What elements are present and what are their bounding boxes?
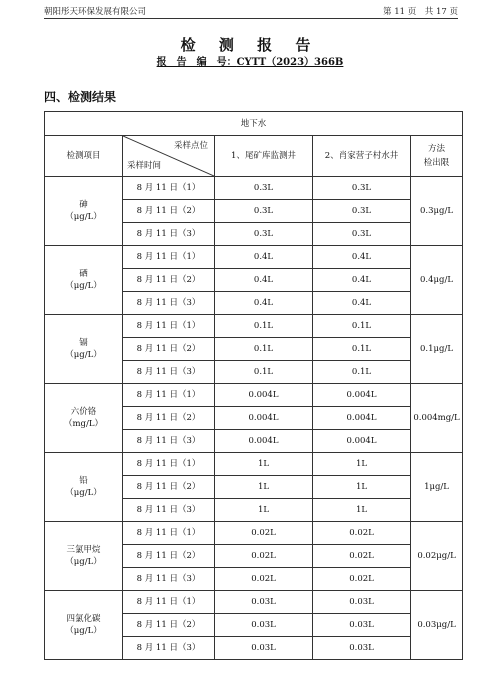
item-unit: （μg/L） — [65, 488, 102, 498]
value-site1: 0.03L — [215, 637, 313, 660]
value-site1: 0.1L — [215, 338, 313, 361]
item-name: 硒 — [79, 269, 88, 279]
sample-time: 8 月 11 日（2） — [123, 338, 215, 361]
sample-time: 8 月 11 日（2） — [123, 476, 215, 499]
page-number: 第 11 页 共 17 页 — [383, 7, 458, 17]
col-header-site1: 1、尾矿库监测井 — [215, 136, 313, 177]
item-name: 三氯甲烷 — [66, 545, 101, 555]
value-site1: 0.1L — [215, 315, 313, 338]
value-site1: 0.4L — [215, 292, 313, 315]
item-unit: （mg/L） — [63, 419, 103, 429]
item-unit: （μg/L） — [65, 557, 102, 567]
value-site1: 0.4L — [215, 246, 313, 269]
company-name: 朝阳彤天环保发展有限公司 — [44, 7, 147, 17]
table-row — [45, 315, 463, 338]
sample-time: 8 月 11 日（2） — [123, 545, 215, 568]
results-table — [44, 111, 463, 660]
table-row — [45, 246, 463, 269]
item-cell — [45, 453, 123, 522]
value-site2: 0.3L — [313, 223, 411, 246]
col-header-site2: 2、肖家营子村水井 — [313, 136, 411, 177]
value-site1: 0.03L — [215, 591, 313, 614]
value-site2: 0.4L — [313, 292, 411, 315]
value-site2: 0.4L — [313, 269, 411, 292]
sample-time: 8 月 11 日（1） — [123, 453, 215, 476]
table-row — [45, 591, 463, 614]
sample-time: 8 月 11 日（1） — [123, 246, 215, 269]
value-site1: 0.1L — [215, 361, 313, 384]
sample-time: 8 月 11 日（2） — [123, 614, 215, 637]
detection-limit: 0.03μg/L — [411, 591, 463, 660]
item-cell — [45, 177, 123, 246]
value-site2: 0.004L — [313, 407, 411, 430]
sample-time: 8 月 11 日（1） — [123, 177, 215, 200]
sample-time: 8 月 11 日（1） — [123, 315, 215, 338]
item-unit: （μg/L） — [65, 350, 102, 360]
report-number — [0, 53, 500, 68]
item-name: 铅 — [79, 476, 88, 486]
col-header-method — [411, 136, 463, 177]
value-site2: 0.1L — [313, 338, 411, 361]
item-name: 砷 — [79, 200, 88, 210]
value-site1: 1L — [215, 453, 313, 476]
table-caption: 地下水 — [45, 112, 463, 136]
sample-time: 8 月 11 日（2） — [123, 269, 215, 292]
value-site2: 0.03L — [313, 591, 411, 614]
sample-time: 8 月 11 日（1） — [123, 522, 215, 545]
page-header — [44, 4, 458, 19]
value-site1: 1L — [215, 499, 313, 522]
sample-time: 8 月 11 日（1） — [123, 591, 215, 614]
value-site2: 0.4L — [313, 246, 411, 269]
detection-limit: 0.3μg/L — [411, 177, 463, 246]
value-site1: 0.004L — [215, 430, 313, 453]
value-site2: 1L — [313, 499, 411, 522]
sample-time: 8 月 11 日（3） — [123, 223, 215, 246]
table-row — [45, 453, 463, 476]
detection-limit: 1μg/L — [411, 453, 463, 522]
value-site2: 1L — [313, 476, 411, 499]
value-site2: 0.03L — [313, 614, 411, 637]
sample-time: 8 月 11 日（2） — [123, 200, 215, 223]
sample-time: 8 月 11 日（3） — [123, 361, 215, 384]
value-site2: 0.004L — [313, 430, 411, 453]
item-unit: （μg/L） — [65, 281, 102, 291]
sample-time: 8 月 11 日（3） — [123, 292, 215, 315]
item-cell — [45, 315, 123, 384]
report-title: 检 测 报 告 — [180, 36, 320, 54]
sample-time: 8 月 11 日（3） — [123, 637, 215, 660]
item-cell — [45, 522, 123, 591]
section-heading: 四、检测结果 — [44, 90, 117, 104]
sample-time: 8 月 11 日（3） — [123, 430, 215, 453]
sample-time: 8 月 11 日（1） — [123, 384, 215, 407]
sample-time: 8 月 11 日（3） — [123, 499, 215, 522]
value-site1: 0.02L — [215, 522, 313, 545]
report-number-label: 报 告 编 号： — [156, 57, 237, 68]
value-site1: 0.3L — [215, 223, 313, 246]
item-unit: （μg/L） — [65, 212, 102, 222]
table-row — [45, 522, 463, 545]
report-number-value: CYTT（2023）366B — [236, 57, 344, 68]
item-cell — [45, 591, 123, 660]
table-row — [45, 177, 463, 200]
col-header-diagonal — [123, 136, 215, 177]
value-site2: 0.1L — [313, 315, 411, 338]
value-site2: 0.02L — [313, 568, 411, 591]
value-site2: 0.3L — [313, 200, 411, 223]
value-site1: 0.3L — [215, 200, 313, 223]
col-header-time: 采样时间 — [127, 161, 162, 171]
value-site2: 0.03L — [313, 637, 411, 660]
table-row — [45, 384, 463, 407]
col-header-method-line1: 方法 — [428, 144, 446, 154]
item-unit: （μg/L） — [65, 626, 102, 636]
detection-limit: 0.02μg/L — [411, 522, 463, 591]
detection-limit: 0.1μg/L — [411, 315, 463, 384]
item-name: 镉 — [79, 338, 88, 348]
col-header-site: 采样点位 — [173, 141, 208, 151]
value-site1: 0.3L — [215, 177, 313, 200]
item-cell — [45, 246, 123, 315]
item-name: 四氯化碳 — [66, 614, 101, 624]
value-site2: 0.1L — [313, 361, 411, 384]
value-site1: 0.004L — [215, 407, 313, 430]
item-cell — [45, 384, 123, 453]
value-site2: 0.02L — [313, 545, 411, 568]
value-site1: 0.4L — [215, 269, 313, 292]
value-site2: 0.004L — [313, 384, 411, 407]
detection-limit: 0.4μg/L — [411, 246, 463, 315]
value-site1: 0.02L — [215, 568, 313, 591]
value-site1: 0.03L — [215, 614, 313, 637]
value-site1: 0.004L — [215, 384, 313, 407]
item-name: 六价铬 — [70, 407, 97, 417]
sample-time: 8 月 11 日（2） — [123, 407, 215, 430]
value-site2: 0.02L — [313, 522, 411, 545]
col-header-item: 检测项目 — [45, 136, 123, 177]
value-site2: 0.3L — [313, 177, 411, 200]
value-site1: 1L — [215, 476, 313, 499]
sample-time: 8 月 11 日（3） — [123, 568, 215, 591]
value-site1: 0.02L — [215, 545, 313, 568]
value-site2: 1L — [313, 453, 411, 476]
col-header-method-line2: 检出限 — [423, 158, 450, 168]
detection-limit: 0.004mg/L — [411, 384, 463, 453]
